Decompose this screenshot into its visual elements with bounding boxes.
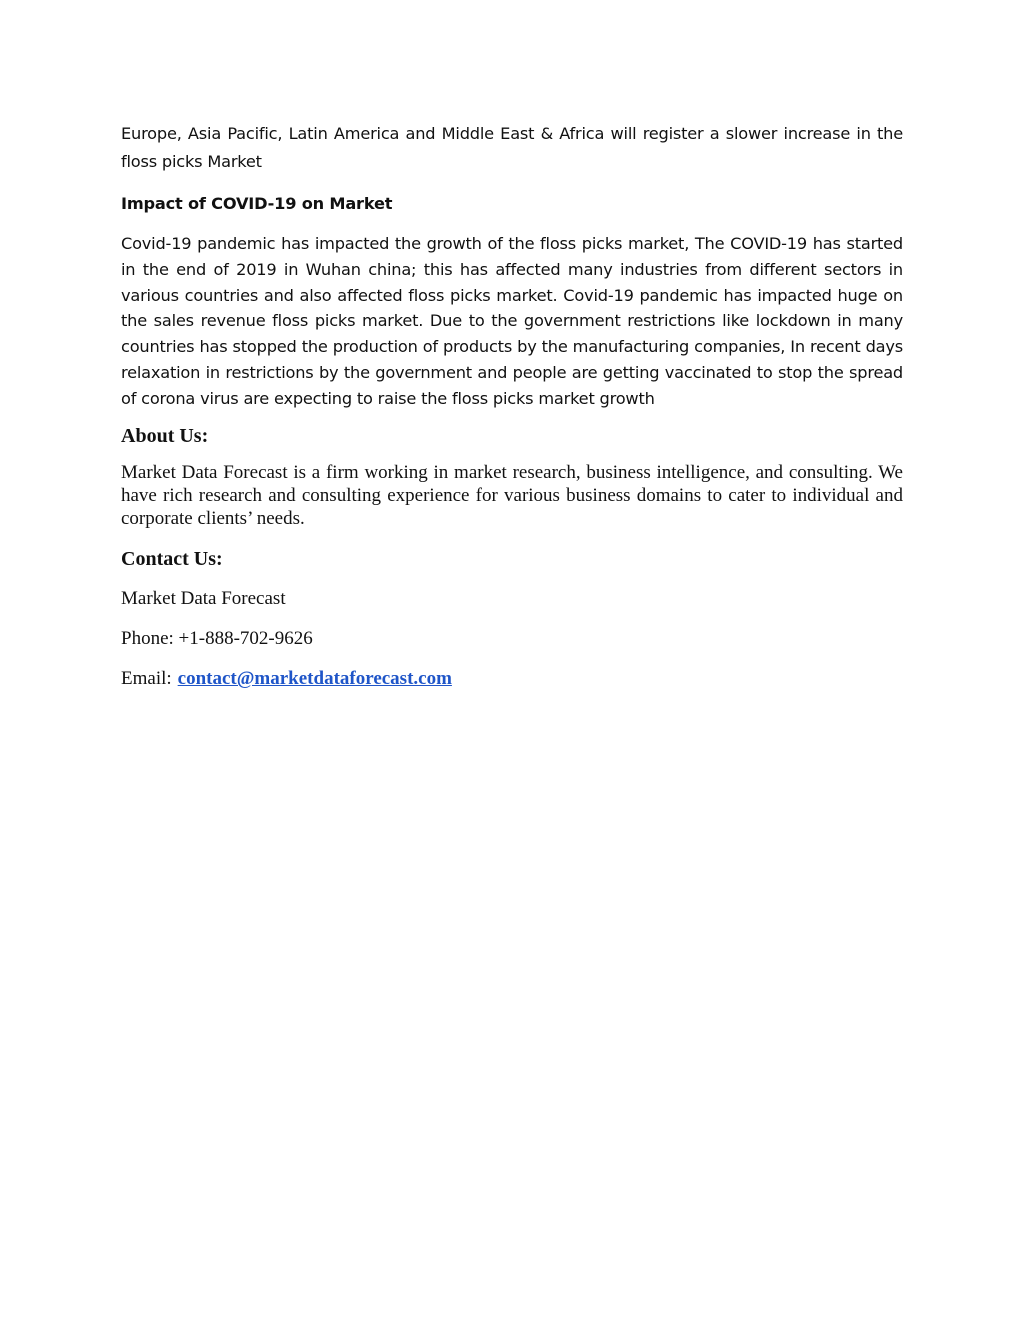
contact-phone: Phone: +1-888-702-9626 — [121, 628, 313, 650]
email-label: Email: — [121, 668, 172, 690]
email-link[interactable]: contact@marketdataforecast.com — [177, 668, 452, 690]
intro-paragraph: Europe, Asia Pacific, Latin America and Middle East & Africa will register a slower increase in the floss picks Market — [121, 124, 903, 171]
contact-heading: Contact Us: — [121, 548, 223, 571]
about-heading: About Us: — [121, 424, 209, 447]
contact-company: Market Data Forecast — [121, 588, 286, 610]
page-content — [121, 120, 903, 691]
about-paragraph: Market Data Forecast is a firm working in market research, business intelligence, and consulting. We have rich research and consulting experience for various business domains to cater to individual and corporate clients’ needs. — [121, 461, 903, 530]
impact-paragraph: Covid-19 pandemic has impacted the growth of the floss picks market, The COVID-19 has started in the end of 2019 in Wuhan china; this has affected many industries from different sectors in various countries and also affected floss picks market. Covid-19 pandemic has impacted huge on the sales revenue floss picks market. Due to the government restrictions like lockdown in many countries has stopped the production of products by the manufacturing companies, In recent days relaxation in restrictions by the government and people are getting vaccinated to stop the spread of corona virus are expecting to raise the floss picks market growth — [121, 234, 903, 408]
impact-heading: Impact of COVID-19 on Market — [121, 194, 393, 213]
contact-email-line — [121, 667, 903, 691]
